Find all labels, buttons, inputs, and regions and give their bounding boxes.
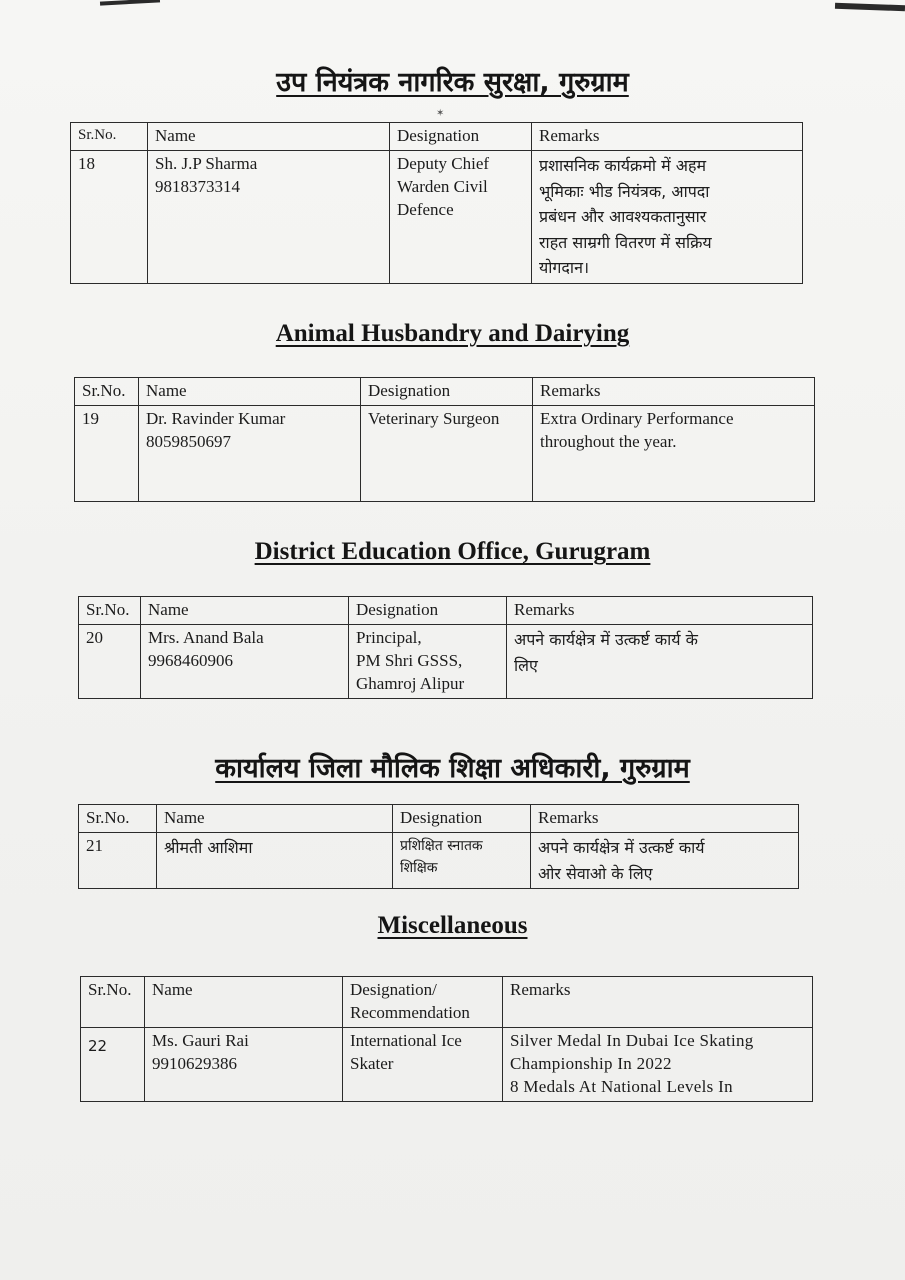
designation-line: Deputy Chief (397, 153, 490, 173)
phone-text: 9818373314 (155, 176, 240, 196)
remarks-line: अपने कार्यक्षेत्र में उत्कर्ष्ट कार्य (538, 837, 705, 857)
remarks-line: Championship In 2022 (510, 1053, 672, 1073)
cell-remarks (531, 832, 799, 888)
col-header-srno: Sr.No. (79, 805, 157, 833)
designation-line: Skater (350, 1053, 394, 1073)
remarks-line: लिए (514, 655, 538, 675)
col-header-designation: Designation (361, 378, 533, 406)
name-text: Dr. Ravinder Kumar (146, 408, 286, 428)
designation-line: Defence (397, 199, 454, 219)
cell-designation (361, 405, 533, 501)
civil-defence-table (70, 122, 803, 284)
cell-srno: 22 (81, 1027, 145, 1101)
name-text: श्रीमती आशिमा (164, 837, 253, 857)
remarks-line: ओर सेवाओ के लिए (538, 863, 653, 883)
designation-line: शिक्षिक (400, 860, 438, 877)
remarks-line: Silver Medal In Dubai Ice Skating (510, 1030, 754, 1050)
cell-name (157, 832, 393, 888)
name-text: Mrs. Anand Bala (148, 627, 264, 647)
designation-line: Warden Civil (397, 176, 488, 196)
table-row (71, 150, 803, 283)
remarks-line: राहत साम्रगी वितरण में सक्रिय (539, 232, 712, 252)
table-header-row (71, 123, 803, 151)
cell-designation (390, 150, 532, 283)
animal-husbandry-table (74, 377, 815, 502)
cell-srno: 18 (71, 150, 148, 283)
section-title-civil-defence: उप नियंत्रक नागरिक सुरक्षा, गुरुग्राम (276, 67, 629, 98)
table-row (79, 624, 813, 698)
elementary-education-table (78, 804, 799, 889)
col-header-remarks: Remarks (533, 378, 815, 406)
remarks-line: प्रशासनिक कार्यक्रमो में अहम (539, 155, 707, 175)
col-header-name: Name (141, 597, 349, 625)
col-header-designation: Designation (390, 123, 532, 151)
col-header-designation: Designation (349, 597, 507, 625)
cell-designation (349, 624, 507, 698)
col-header-designation: Designation (393, 805, 531, 833)
district-education-table (78, 596, 813, 699)
cell-name (148, 150, 390, 283)
cell-name (145, 1027, 343, 1101)
cell-designation (343, 1027, 503, 1101)
scan-mark: ✶ (436, 108, 445, 119)
phone-text: 9910629386 (152, 1053, 237, 1073)
cell-remarks (532, 150, 803, 283)
col-header-name: Name (139, 378, 361, 406)
section-title-animal-husbandry: Animal Husbandry and Dairying (275, 320, 630, 347)
table-header-row (79, 597, 813, 625)
col-header-srno: Sr.No. (79, 597, 141, 625)
designation-line: Principal, (356, 627, 422, 647)
col-header-name: Name (145, 977, 343, 1028)
table-row (75, 405, 815, 501)
remarks-line: throughout the year. (540, 431, 677, 451)
col-header-srno: Sr.No. (71, 123, 148, 151)
scan-edge-mark (835, 3, 905, 11)
designation-line: प्रशिक्षित स्नातक (400, 837, 483, 854)
designation-line: PM Shri GSSS, (356, 650, 463, 670)
table-header-row (79, 805, 799, 833)
col-header-srno: Sr.No. (75, 378, 139, 406)
section-title-district-education: District Education Office, Gurugram (254, 538, 651, 565)
col-header-remarks: Remarks (532, 123, 803, 151)
remarks-line: Extra Ordinary Performance (540, 408, 734, 428)
remarks-line: योगदान। (539, 258, 590, 278)
col-header-name: Name (148, 123, 390, 151)
table-header-row (81, 977, 813, 1028)
cell-remarks (503, 1027, 813, 1101)
col-header-designation: Designation/ Recommendation (343, 977, 503, 1028)
section-title-miscellaneous: Miscellaneous (377, 912, 528, 939)
scan-edge-mark (100, 0, 160, 6)
cell-srno: 19 (75, 405, 139, 501)
cell-name (141, 624, 349, 698)
cell-srno: 21 (79, 832, 157, 888)
phone-text: 8059850697 (146, 431, 231, 451)
col-header-remarks: Remarks (503, 977, 813, 1028)
remarks-line: 8 Medals At National Levels In (510, 1076, 733, 1096)
table-row (81, 1027, 813, 1101)
section-title-elementary-education: कार्यालय जिला मौलिक शिक्षा अधिकारी, गुरुग्राम (215, 753, 690, 784)
remarks-line: अपने कार्यक्षेत्र में उत्कर्ष्ट कार्य के (514, 629, 698, 649)
cell-name (139, 405, 361, 501)
cell-remarks (507, 624, 813, 698)
phone-text: 9968460906 (148, 650, 233, 670)
col-header-remarks: Remarks (531, 805, 799, 833)
name-text: Ms. Gauri Rai (152, 1030, 249, 1050)
col-header-name: Name (157, 805, 393, 833)
col-header-srno: Sr.No. (81, 977, 145, 1028)
miscellaneous-table (80, 976, 813, 1102)
cell-srno: 20 (79, 624, 141, 698)
remarks-line: प्रबंधन और आवश्यकतानुसार (539, 207, 707, 227)
remarks-line: भूमिकाः भीड नियंत्रक, आपदा (539, 181, 710, 201)
designation-line: International Ice (350, 1030, 462, 1050)
designation-line: Veterinary Surgeon (368, 408, 500, 428)
name-text: Sh. J.P Sharma (155, 153, 258, 173)
col-header-remarks: Remarks (507, 597, 813, 625)
table-header-row (75, 378, 815, 406)
cell-designation (393, 832, 531, 888)
designation-line: Ghamroj Alipur (356, 673, 465, 693)
table-row (79, 832, 799, 888)
cell-remarks (533, 405, 815, 501)
